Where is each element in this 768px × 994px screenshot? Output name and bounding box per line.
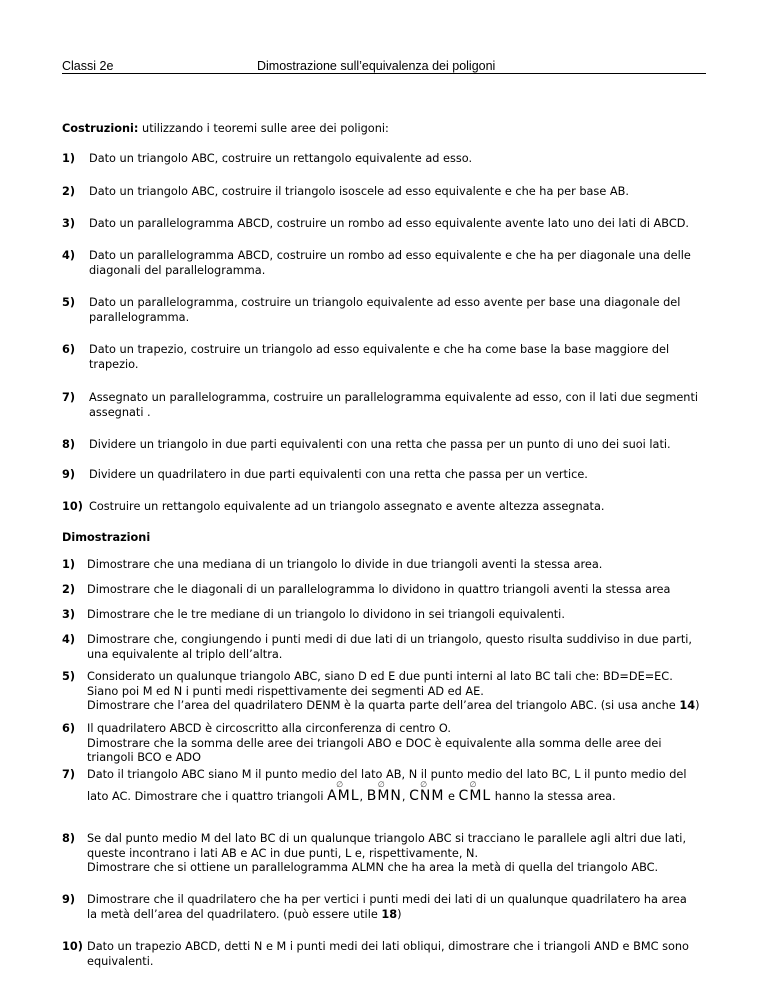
- document-title: Dimostrazione sull’equivalenza dei poligoni: [257, 59, 496, 73]
- costruzioni-intro: [62, 122, 389, 137]
- item-text: Dato un trapezio, costruire un triangolo ad esso equivalente e che ha come base la base maggiore del trapezio.: [89, 343, 670, 371]
- item-number: 3): [62, 608, 76, 621]
- item-number: 9): [62, 893, 76, 906]
- item-text-line2: lato AC. Dimostrare che i quattro triangoli: [87, 789, 328, 803]
- item-text: Dividere un quadrilatero in due parti equivalenti con una retta che passa per un vertice.: [89, 468, 588, 481]
- item-text-tail: ): [397, 907, 402, 921]
- item-text: Dato un trapezio ABCD, detti N e M i punti medi dei lati obliqui, dimostrare che i triangoli AND e BMC sono equivalenti.: [87, 940, 689, 968]
- triangle-cnm: [409, 779, 445, 804]
- item-text-line2-end: hanno la stessa area.: [494, 789, 616, 803]
- class-label: Classi 2e: [62, 59, 114, 73]
- item-text-main: Considerato un qualunque triangolo ABC, siano D ed E due punti interni al lato BC tali che: BD=DE=EC. Siano poi M ed N i punti medi rispettivamente dei segmenti AD ed AE. Dimostrare che l’area del quadrilatero DENM è la quarta parte dell’area del triangolo ABC. (si usa anche: [87, 670, 676, 712]
- costruzioni-heading: Costruzioni:: [62, 122, 139, 135]
- item-text: Dato un parallelogramma, costruire un triangolo equivalente ad esso avente per base una diagonale del parallelogramma.: [89, 296, 681, 324]
- item-text: Dato un triangolo ABC, costruire il triangolo isoscele ad esso equivalente e che ha per base AB.: [89, 185, 629, 198]
- item-text: Dimostrare che le tre mediane di un triangolo lo dividono in sei triangoli equivalenti.: [87, 608, 565, 621]
- costruzioni-intro-text: utilizzando i teoremi sulle aree dei poligoni:: [138, 122, 389, 135]
- angle-mark: ∅: [336, 779, 345, 789]
- angle-mark: ∅: [377, 779, 386, 789]
- triangle-label: CNM: [409, 787, 445, 804]
- header-divider: [62, 73, 706, 74]
- item-number: 8): [62, 832, 76, 845]
- item-number: 1): [62, 152, 76, 165]
- item-number: 5): [62, 296, 76, 309]
- page-header: [62, 59, 706, 73]
- item-number: 2): [62, 185, 76, 198]
- item-number: 6): [62, 722, 76, 735]
- item-number: 10): [62, 940, 83, 953]
- item-text: Dimostrare che le diagonali di un parallelogramma lo dividono in quattro triangoli aventi la stessa area: [87, 583, 671, 596]
- item-text: Dimostrare che, congiungendo i punti medi di due lati di un triangolo, questo risulta suddiviso in due parti, una equivalente al triplo dell’altra.: [87, 633, 692, 661]
- triangle-aml: [327, 779, 360, 804]
- cross-reference: 14: [679, 699, 696, 712]
- item-text: [87, 893, 712, 922]
- dimostrazioni-heading: Dimostrazioni: [62, 531, 151, 544]
- triangle-bmn: [366, 779, 402, 804]
- item-text: Dimostrare che una mediana di un triangolo lo divide in due triangoli aventi la stessa area.: [87, 558, 603, 571]
- item-text: Costruire un rettangolo equivalente ad un triangolo assegnato e avente altezza assegnata.: [89, 500, 605, 513]
- item-number: 4): [62, 633, 76, 646]
- separator: ,: [401, 789, 410, 803]
- item-text: [87, 768, 712, 804]
- item-number: 9): [62, 468, 76, 481]
- angle-mark: ∅: [420, 779, 429, 789]
- angle-mark: ∅: [469, 779, 478, 789]
- item-text-main: Dimostrare che il quadrilatero che ha per vertici i punti medi dei lati di un qualunque quadrilatero ha area la metà dell’area del quadrilatero. (può essere utile: [87, 893, 687, 921]
- item-text: Se dal punto medio M del lato BC di un qualunque triangolo ABC si tracciano le parallele agli altri due lati, queste incontrano i lati AB e AC in due punti, L e, rispettivamente, N. Dimostrare che si ottiene un parallelogramma ALMN che ha area la metà di quella del triangolo ABC.: [87, 832, 687, 874]
- item-number: 1): [62, 558, 76, 571]
- item-text: Dato un triangolo ABC, costruire un rettangolo equivalente ad esso.: [89, 152, 473, 165]
- item-text: Il quadrilatero ABCD è circoscritto alla circonferenza di centro O. Dimostrare che la somma delle aree dei triangoli ABO e DOC è equivalente alla somma delle aree dei triangoli BCO e ADO: [87, 722, 662, 764]
- item-text: Dato un parallelogramma ABCD, costruire un rombo ad esso equivalente e che ha per diagonale una delle diagonali del parallelogramma.: [89, 249, 691, 277]
- conjunction: e: [444, 789, 459, 803]
- triangle-label: BMN: [366, 787, 402, 804]
- item-number: 7): [62, 768, 76, 781]
- item-number: 10): [62, 500, 83, 513]
- cross-reference: 18: [381, 907, 398, 921]
- item-text: Assegnato un parallelogramma, costruire un parallelogramma equivalente ad esso, con il lati due segmenti assegnati .: [89, 391, 699, 419]
- triangle-label: CML: [458, 787, 492, 804]
- item-text: Dividere un triangolo in due parti equivalenti con una retta che passa per un punto di uno dei suoi lati.: [89, 438, 671, 451]
- item-number: 6): [62, 343, 76, 356]
- item-text-tail: ): [695, 699, 700, 712]
- item-text: [87, 670, 712, 714]
- item-number: 5): [62, 670, 76, 683]
- item-number: 4): [62, 249, 76, 262]
- separator: ,: [359, 789, 367, 803]
- item-text-line1: Dato il triangolo ABC siano M il punto medio del lato AB, N il punto medio del lato BC, L il punto medio del: [87, 768, 687, 781]
- item-text: Dato un parallelogramma ABCD, costruire un rombo ad esso equivalente avente lato uno dei lati di ABCD.: [89, 217, 690, 230]
- item-number: 7): [62, 391, 76, 404]
- item-number: 8): [62, 438, 76, 451]
- triangles-line: [87, 779, 616, 805]
- item-number: 2): [62, 583, 76, 596]
- triangle-cml: [458, 779, 492, 804]
- triangle-label: AML: [327, 787, 360, 804]
- item-number: 3): [62, 217, 76, 230]
